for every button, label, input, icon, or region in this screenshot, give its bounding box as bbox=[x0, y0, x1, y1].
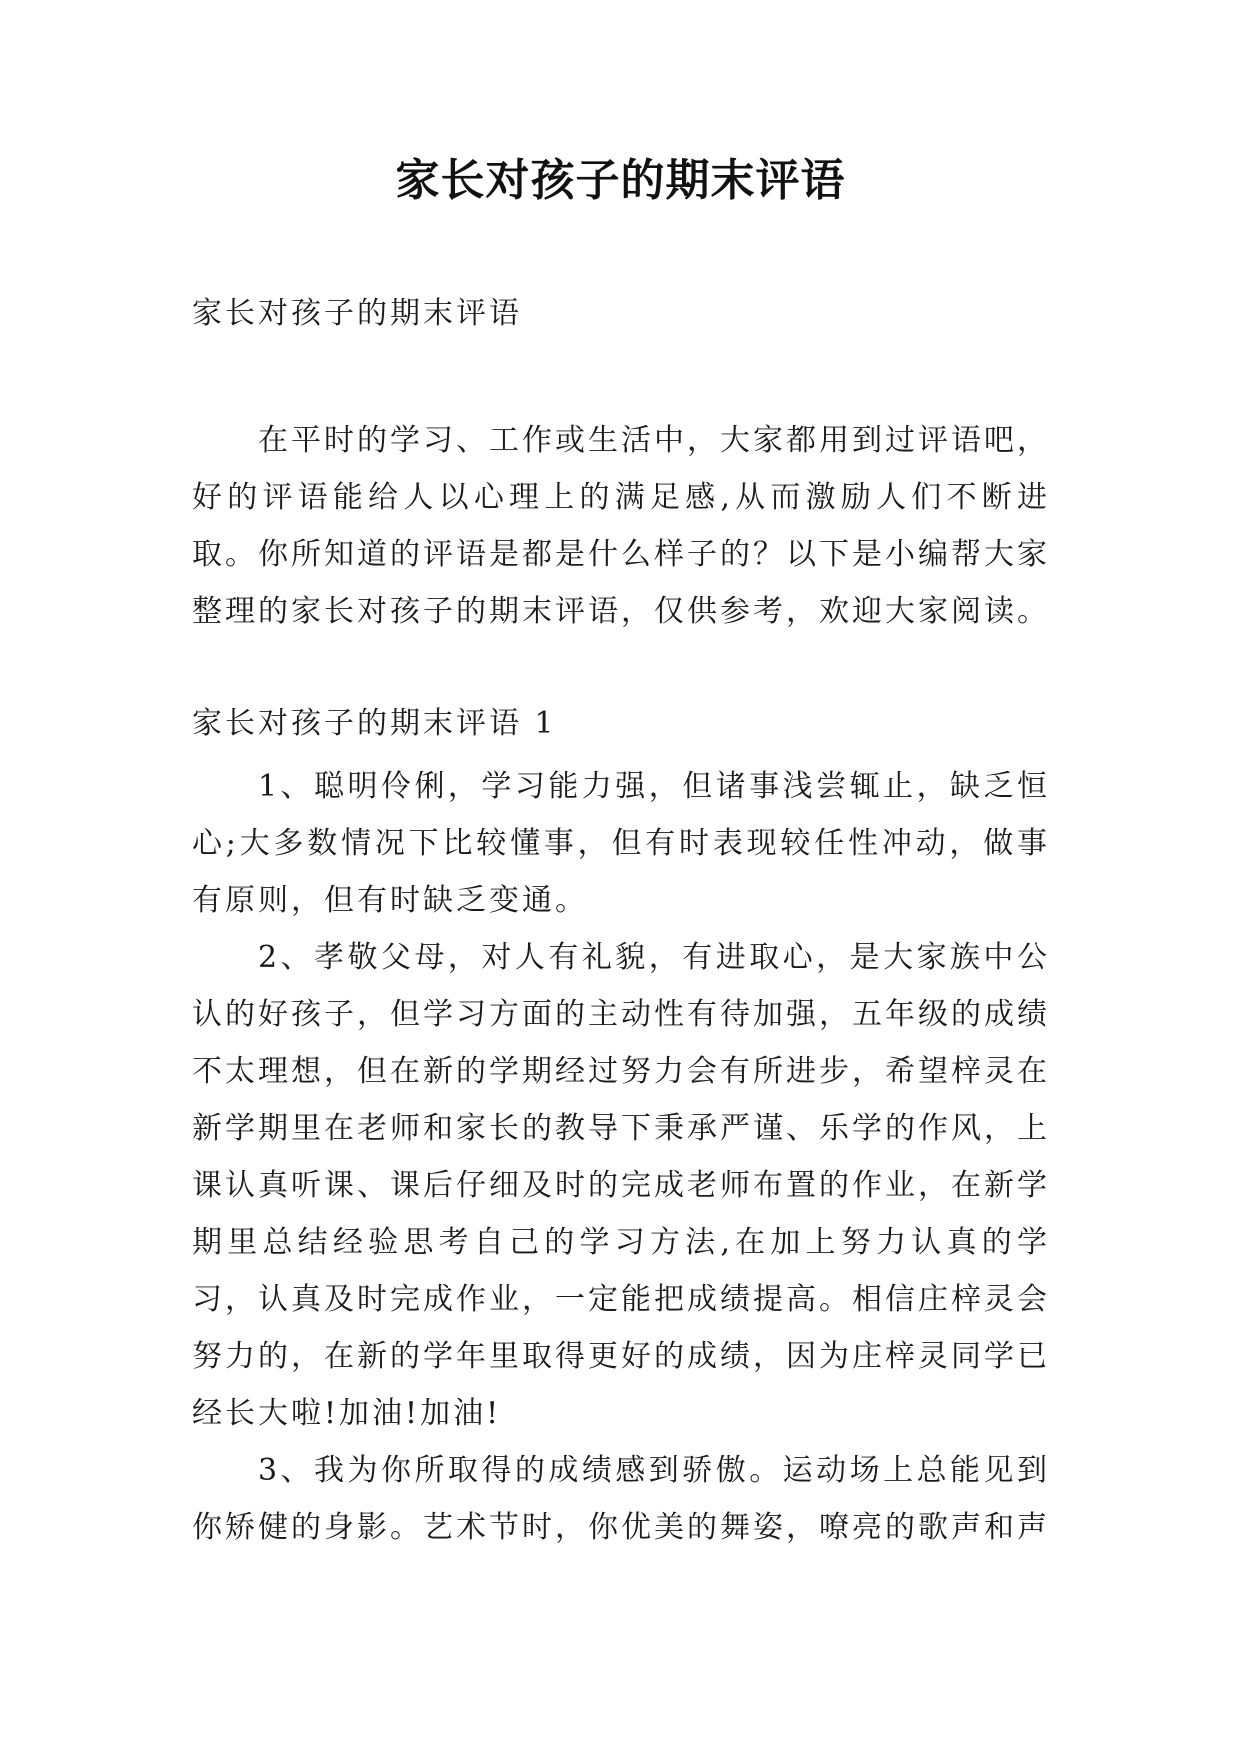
comment-item-3: 3、我为你所取得的成绩感到骄傲。运动场上总能见到你矫健的身影。艺术节时，你优美的舞姿，嘹亮的歌声和声 bbox=[192, 1453, 1050, 1545]
comment-item-2: 2、孝敬父母，对人有礼貌，有进取心，是大家族中公认的好孩子，但学习方面的主动性有待加强，五年级的成绩不太理想，但在新的学期经过努力会有所进步，希望梓灵在新学期里在老师和家长的教导下秉承严谨、乐学的作风，上课认真听课、课后仔细及时的完成老师布置的作业，在新学期里总结经验思考自己的学习方法,在加上努力认真的学习，认真及时完成作业，一定能把成绩提高。相信庄梓灵会努力的，在新的学年里取得更好的成绩，因为庄梓灵同学已经长大啦!加油!加油! bbox=[192, 940, 1050, 1431]
intro-paragraph: 在平时的学习、工作或生活中，大家都用到过评语吧，好的评语能给人以心理上的满足感,从而激励人们不断进取。你所知道的评语是都是什么样子的？以下是小编帮大家整理的家长对孩子的期末评语，仅供参考，欢迎大家阅读。 bbox=[192, 423, 1050, 629]
document-title: 家长对孩子的期末评语 bbox=[395, 155, 846, 206]
comment-item-1: 1、聪明伶俐，学习能力强，但诸事浅尝辄止，缺乏恒心;大多数情况下比较懂事，但有时表现较任性冲动，做事有原则，但有时缺乏变通。 bbox=[192, 769, 1050, 918]
document-subtitle: 家长对孩子的期末评语 bbox=[192, 296, 522, 331]
comment-list bbox=[192, 758, 1050, 1556]
section-heading: 家长对孩子的期末评语 1 bbox=[192, 706, 557, 741]
